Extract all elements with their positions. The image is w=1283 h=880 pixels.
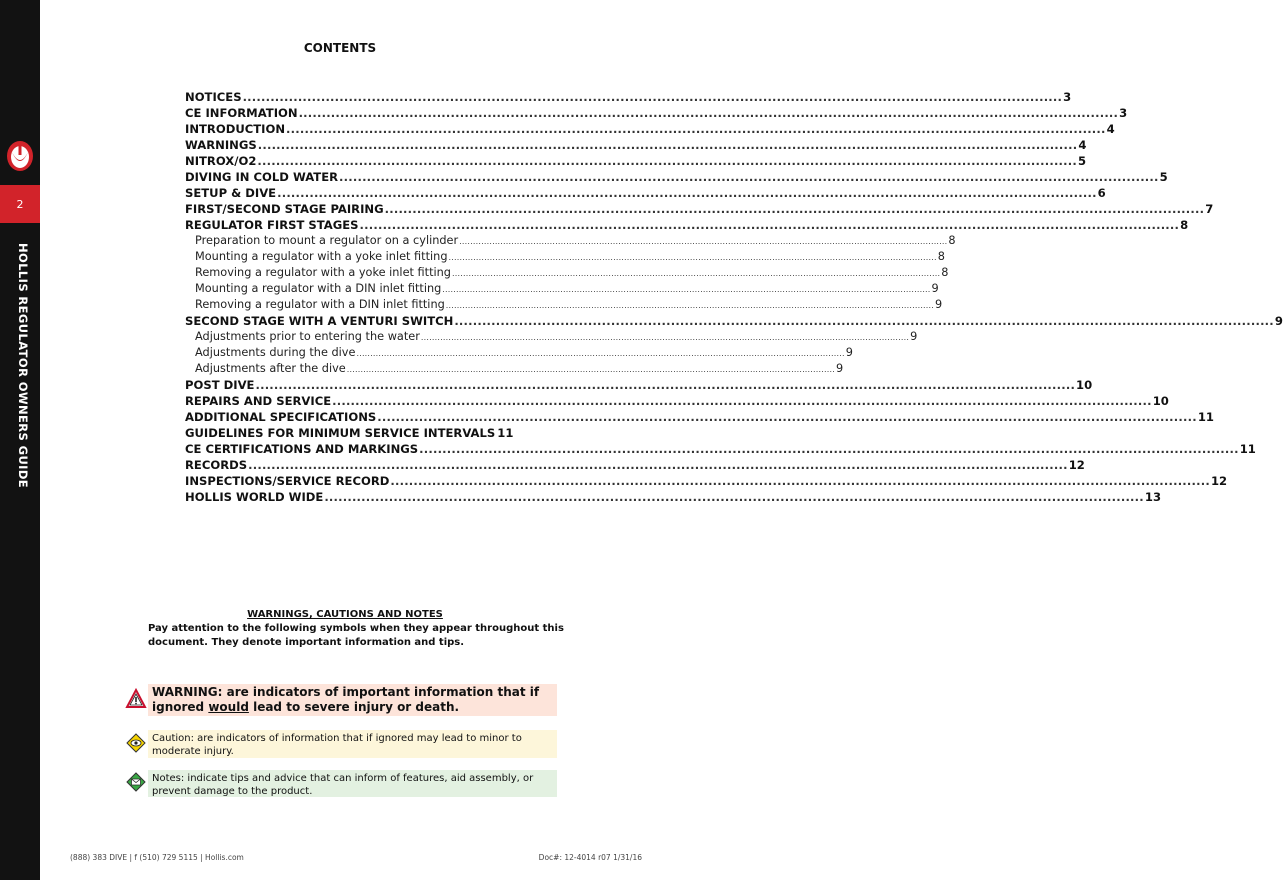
toc-row	[185, 409, 1214, 425]
toc-page-number: 12	[1210, 474, 1228, 488]
toc-page-number: 3	[1119, 106, 1128, 120]
toc-row	[185, 121, 1115, 137]
toc-leader-dots	[385, 201, 1205, 217]
toc-row	[185, 217, 1189, 233]
toc-page-number: 5	[1159, 170, 1168, 184]
sidebar-title: HOLLIS REGULATOR OWNERS GUIDE	[16, 243, 30, 489]
toc-leader-dots	[299, 105, 1119, 121]
toc-row	[185, 249, 945, 265]
toc-page-number: 9	[931, 282, 939, 295]
toc-row	[185, 345, 853, 361]
toc-label: RECORDS	[185, 458, 248, 472]
toc-row	[185, 89, 1072, 105]
toc-label: REGULATOR FIRST STAGES	[185, 218, 359, 232]
toc-row	[185, 281, 939, 297]
toc-leader-dots	[419, 441, 1239, 457]
toc-page-number: 8	[941, 266, 949, 279]
toc-leader-dots	[421, 330, 909, 346]
warning-text-post: lead to severe injury or death.	[248, 700, 460, 714]
toc-label: REPAIRS AND SERVICE	[185, 394, 332, 408]
toc-row	[185, 313, 1283, 329]
toc-label: FIRST/SECOND STAGE PAIRING	[185, 202, 384, 216]
toc-row	[185, 425, 514, 441]
toc-row	[185, 441, 1256, 457]
toc-page-number: 11	[497, 426, 514, 440]
toc-leader-dots	[243, 89, 1063, 105]
toc-row	[185, 137, 1087, 153]
toc-leader-dots	[255, 377, 1075, 393]
page-number: 2	[0, 185, 40, 223]
toc-label: CE INFORMATION	[185, 106, 298, 120]
toc-row	[185, 265, 949, 281]
toc-label: DIVING IN COLD WATER	[185, 170, 339, 184]
toc-label: WARNINGS	[185, 138, 257, 152]
warning-triangle-icon	[126, 689, 146, 709]
toc-leader-dots	[356, 346, 844, 362]
toc-page-number: 9	[1274, 314, 1283, 328]
toc-leader-dots	[454, 313, 1274, 329]
toc-leader-dots	[324, 489, 1144, 505]
toc-page-number: 6	[1097, 186, 1106, 200]
toc-heading: CONTENTS	[303, 41, 377, 55]
footer-doc-number: Doc#: 12-4014 r07 1/31/16	[538, 853, 642, 862]
toc-row	[185, 297, 943, 313]
note-callout: Notes: indicate tips and advice that can inform of features, aid assembly, or prevent damage to the product.	[148, 770, 557, 797]
toc-leader-dots	[332, 393, 1152, 409]
toc-label: POST DIVE	[185, 378, 255, 392]
caution-callout: Caution: are indicators of information that if ignored may lead to minor to moderate injury.	[148, 730, 557, 758]
toc-page-number: 9	[835, 362, 844, 375]
toc-page-number: 4	[1078, 138, 1087, 152]
toc-leader-dots	[347, 362, 835, 378]
toc-row	[185, 473, 1228, 489]
toc-leader-dots	[452, 266, 940, 282]
toc-label: SETUP & DIVE	[185, 186, 277, 200]
toc-row	[185, 329, 918, 345]
toc-row	[185, 185, 1106, 201]
toc-leader-dots	[446, 298, 934, 314]
note-envelope-icon	[126, 772, 146, 792]
toc-label: HOLLIS WORLD WIDE	[185, 490, 324, 504]
toc-row	[185, 233, 956, 249]
toc-leader-dots	[277, 185, 1097, 201]
notes-heading: WARNINGS, CAUTIONS AND NOTES	[247, 609, 443, 620]
toc-row	[185, 393, 1169, 409]
sidebar	[0, 0, 40, 880]
toc-label: NOTICES	[185, 90, 242, 104]
toc-label: GUIDELINES FOR MINIMUM SERVICE INTERVALS	[185, 426, 496, 440]
footer-contact: (888) 383 DIVE | f (510) 729 5115 | Hollis.com	[70, 853, 244, 862]
toc-page-number: 9	[845, 346, 853, 359]
toc-leader-dots	[449, 250, 937, 266]
toc-row	[185, 105, 1128, 121]
toc-page-number: 3	[1063, 90, 1072, 104]
toc-row	[185, 201, 1214, 217]
toc-leader-dots	[442, 282, 930, 298]
toc-label: NITROX/O2	[185, 154, 257, 168]
toc-page-number: 11	[1197, 410, 1214, 424]
toc-label: INTRODUCTION	[185, 122, 286, 136]
toc-leader-dots	[258, 137, 1078, 153]
toc-leader-dots	[360, 217, 1180, 233]
toc-label: CE CERTIFICATIONS AND MARKINGS	[185, 442, 419, 456]
hollis-logo-icon	[6, 140, 34, 172]
toc-label: Adjustments after the dive	[195, 362, 346, 375]
toc-leader-dots	[339, 169, 1159, 185]
toc-label: Mounting a regulator with a yoke inlet fitting	[195, 250, 448, 263]
caution-eye-icon	[126, 733, 146, 753]
warning-text-underlined: would	[208, 700, 249, 714]
warning-text-pre: WARNING: are indicators of important information that if ignored	[152, 685, 540, 714]
toc-page-number: 13	[1144, 490, 1162, 504]
toc-leader-dots	[390, 473, 1210, 489]
table-of-contents	[185, 89, 1283, 505]
toc-leader-dots	[286, 121, 1106, 137]
toc-leader-dots	[248, 457, 1068, 473]
toc-label: SECOND STAGE WITH A VENTURI SWITCH	[185, 314, 454, 328]
toc-row	[185, 457, 1085, 473]
warning-callout	[148, 684, 557, 716]
toc-label: Preparation to mount a regulator on a cylinder	[195, 234, 459, 247]
toc-label: Adjustments during the dive	[195, 346, 356, 359]
toc-label: INSPECTIONS/SERVICE RECORD	[185, 474, 390, 488]
toc-row	[185, 489, 1162, 505]
toc-page-number: 12	[1068, 458, 1085, 472]
toc-label: Mounting a regulator with a DIN inlet fitting	[195, 282, 442, 295]
toc-page-number: 7	[1205, 202, 1214, 216]
toc-page-number: 11	[1239, 442, 1256, 456]
notes-intro: Pay attention to the following symbols when they appear throughout this document. They denote important information and tips.	[148, 623, 564, 648]
toc-label: Removing a regulator with a DIN inlet fitting	[195, 298, 445, 311]
toc-label: ADDITIONAL SPECIFICATIONS	[185, 410, 377, 424]
toc-page-number: 10	[1152, 394, 1169, 408]
toc-label: Adjustments prior to entering the water	[195, 330, 420, 343]
toc-row	[185, 361, 844, 377]
toc-page-number: 9	[910, 330, 918, 343]
toc-label: Removing a regulator with a yoke inlet fitting	[195, 266, 451, 279]
toc-row	[185, 153, 1087, 169]
toc-row	[185, 377, 1093, 393]
toc-page-number: 4	[1106, 122, 1115, 136]
toc-row	[185, 169, 1168, 185]
toc-leader-dots	[377, 409, 1197, 425]
toc-page-number: 9	[935, 298, 943, 311]
toc-page-number: 5	[1077, 154, 1087, 168]
toc-page-number: 8	[948, 234, 956, 247]
toc-leader-dots	[459, 234, 947, 250]
toc-page-number: 8	[937, 250, 945, 263]
toc-leader-dots	[257, 153, 1077, 169]
toc-page-number: 10	[1076, 378, 1093, 392]
toc-page-number: 8	[1180, 218, 1189, 232]
